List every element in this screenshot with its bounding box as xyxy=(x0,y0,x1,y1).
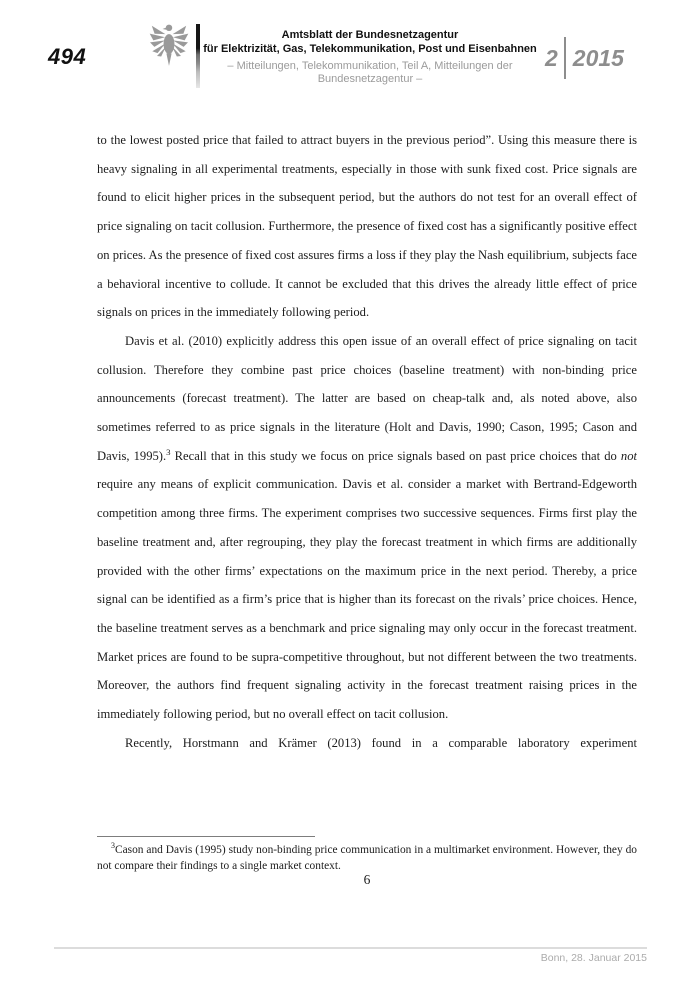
article-body xyxy=(97,126,637,838)
footnote-rule xyxy=(97,836,315,837)
text-segment: to the lowest posted price that failed to attract buyers in the previous period”. Using this measure there is heavy signaling in all experimental treatments, especially in those with sunk fixed cost. Price signals are found to elicit higher prices in the subsequent period, but the authors do not test for an overall effect of price signaling on tacit collusion. Furthermore, the presence of fixed cost has a significantly positive effect on prices. As the presence of fixed cost assures firms a loss if they play the Nash equilibrium, subjects face a behavioral incentive to collude. It cannot be excluded that this drives the already little effect of price signals on prices in the immediately following period. xyxy=(97,133,637,320)
issue-badge xyxy=(545,36,645,80)
footnote-ref: 3 xyxy=(111,841,115,851)
masthead-subtitle: – Mitteilungen, Telekommunikation, Teil A, Mitteilungen der Bundesnetzagentur – xyxy=(227,60,513,85)
body-paragraph xyxy=(97,126,637,327)
masthead-title-line2: für Elektrizität, Gas, Telekommunikation, Post und Eisenbahnen xyxy=(203,42,537,55)
text-segment: Recently, Horstmann and Krämer (2013) found in a comparable laboratory experiment xyxy=(125,735,637,750)
text-segment: require any means of explicit communication. Davis et al. consider a market with Bertrand-Edgeworth competition among three firms. The experiment comprises two successive sequences. Firms first play the baseline treatment and, after regrouping, they play the forecast treatment in which firms are additionally provided with the other firms’ expectations on the maximum price in the next period. Thereby, a price signal can be identified as a firm’s price that is higher than its forecast on the rivals’ price choices. Hence, the baseline treatment serves as a benchmark and price signaling may only occur in the forecast treatment. Market prices are found to be supra-competitive throughout, but not different between the two treatments. Moreover, the authors find frequent signaling activity in the forecast treatment raising prices in the immediately following period, but no overall effect on tacit collusion. xyxy=(97,477,637,722)
gazette-masthead xyxy=(200,29,540,86)
text-segment: Recall that in this study we focus on price signals based on past price choices that do xyxy=(170,448,621,463)
footnote-ref: 3 xyxy=(166,446,171,457)
issue-separator-bar xyxy=(564,37,566,79)
article-page-number: 6 xyxy=(363,872,371,887)
issue-year: 2015 xyxy=(572,44,624,71)
masthead-title-line1: Amtsblatt der Bundesnetzagentur xyxy=(281,29,459,41)
issue-number: 2 xyxy=(545,44,558,71)
text-segment: Cason and Davis (1995) study non-binding price communication in a multimarket environment. However, they do not compare their findings to a single market context. xyxy=(97,844,637,872)
footer-date: Bonn, 28. Januar 2015 xyxy=(540,952,647,964)
gazette-page-number: 494 xyxy=(48,44,87,69)
footer-rule xyxy=(54,947,647,949)
bundesadler-eagle-icon xyxy=(148,20,190,68)
text-segment: not xyxy=(620,448,637,463)
footnote xyxy=(97,843,637,874)
text-segment: Davis et al. (2010) explicitly address this open issue of an overall effect of price signaling on tacit collusion. Therefore they combine past price choices (baseline treatment) with non-binding price announcements (forecast treatment). The latter are based on cheap-talk and, als noted above, also sometimes referred to as price signals in the literature (Holt and Davis, 1990; Cason, 1995; Cason and Davis, 1995). xyxy=(97,333,637,463)
body-paragraph xyxy=(97,327,637,729)
body-paragraph xyxy=(97,729,637,758)
